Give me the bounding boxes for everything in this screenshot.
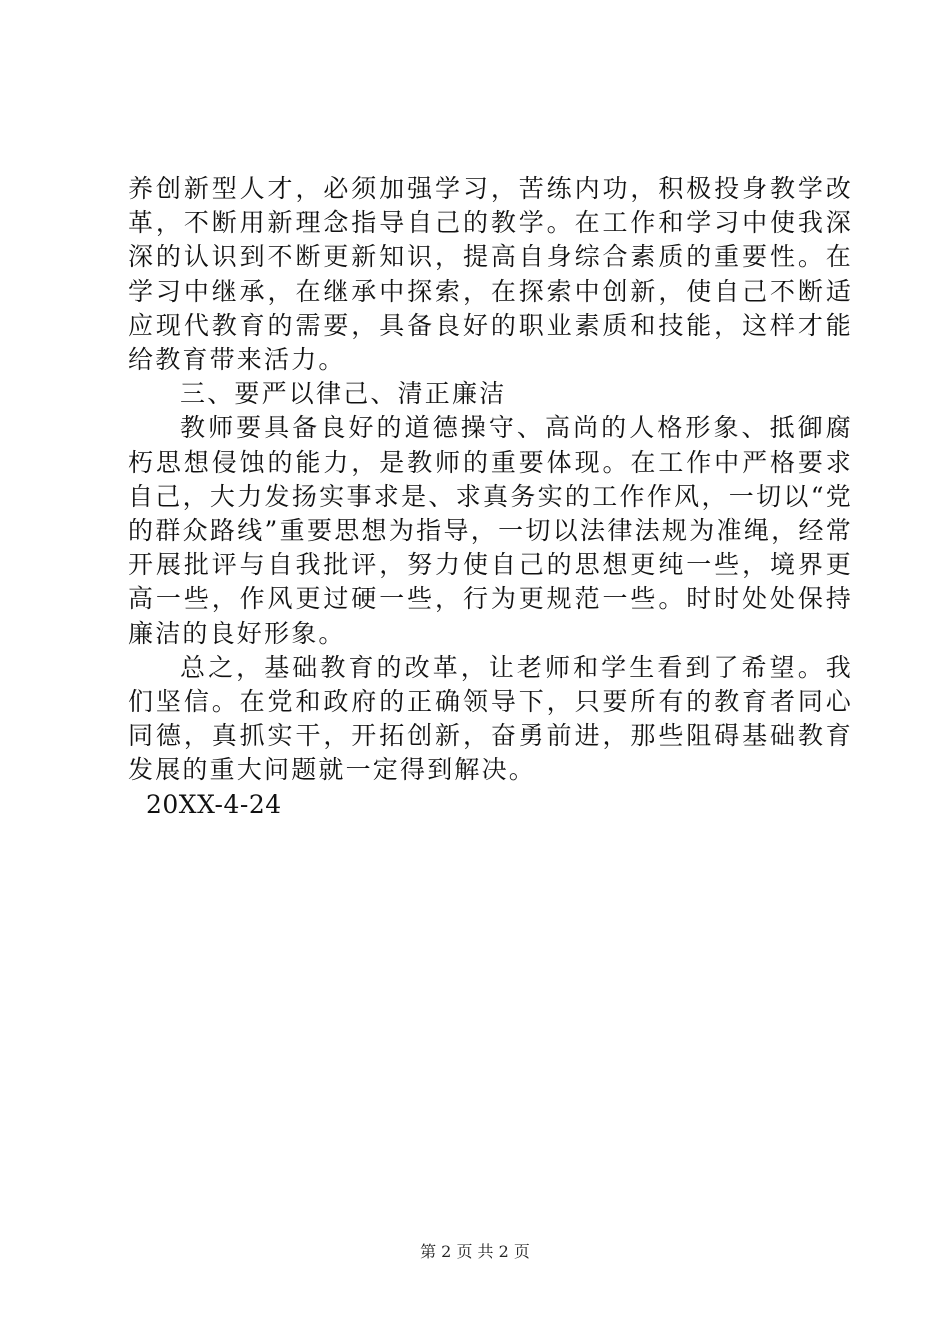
section-heading: 三、要严以律己、清正廉洁: [180, 379, 507, 409]
document-body: [128, 172, 853, 822]
paragraph-conclusion: 总之，基础教育的改革，让老师和学生看到了希望。我们坚信。在党和政府的正确领导下，只要所有的教育者同心同德，真抓实干，开拓创新，奋勇前进，那些阻碍基础教育发展的重大问题就一定得到解决。: [128, 652, 853, 785]
paragraph-integrity: 教师要具备良好的道德操守、高尚的人格形象、抵御腐朽思想侵蚀的能力，是教师的重要体现。在工作中严格要求自己，大力发扬实事求是、求真务实的工作作风，一切以“党的群众路线”重要思想为指导，一切以法律法规为准绳，经常开展批评与自我批评，努力使自己的思想更纯一些，境界更高一些，作风更过硬一些，行为更规范一些。时时处处保持廉洁的良好形象。: [128, 413, 853, 648]
document-date: 20XX-4-24: [146, 789, 282, 819]
page-footer: 第 2 页 共 2 页: [420, 1242, 530, 1261]
paragraph-continuation: 养创新型人才，必须加强学习，苦练内功，积极投身教学改革，不断用新理念指导自己的教学。在工作和学习中使我深深的认识到不断更新知识，提高自身综合素质的重要性。在学习中继承，在继承中探索，在探索中创新，使自己不断适应现代教育的需要，具备良好的职业素质和技能，这样才能给教育带来活力。: [128, 174, 853, 375]
